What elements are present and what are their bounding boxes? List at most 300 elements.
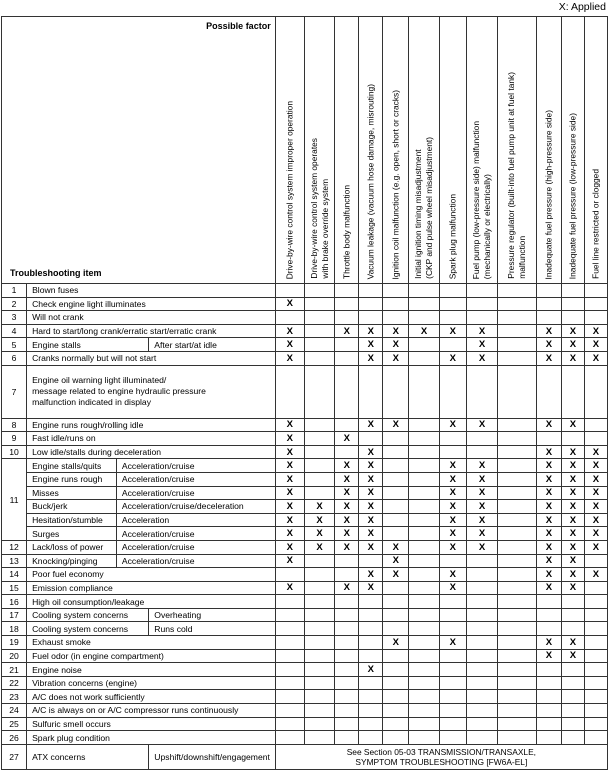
applied-mark	[498, 704, 537, 718]
applied-mark	[335, 717, 359, 731]
applied-mark: X	[359, 459, 383, 473]
troubleshooting-item: Knocking/pinging	[27, 554, 117, 568]
troubleshooting-item: Fuel odor (in engine compartment)	[27, 649, 276, 663]
applied-mark: X	[561, 636, 584, 650]
applied-mark	[439, 690, 466, 704]
troubleshooting-item: Spark plug condition	[27, 731, 276, 745]
applied-mark	[304, 445, 334, 459]
applied-mark	[409, 527, 439, 541]
applied-mark	[409, 595, 439, 609]
applied-mark	[498, 636, 537, 650]
applied-mark: X	[561, 486, 584, 500]
applied-mark: X	[561, 568, 584, 582]
factor-label: Pressure regulator (built-into fuel pump unit at fuel tank) malfunction	[506, 72, 528, 279]
applied-mark	[383, 595, 409, 609]
applied-mark: X	[383, 418, 409, 432]
troubleshooting-item: Engine stalls	[27, 338, 149, 352]
applied-mark	[359, 622, 383, 636]
troubleshooting-item: High oil consumption/leakage	[27, 595, 276, 609]
row-number: 1	[2, 284, 27, 298]
table-corner-header	[2, 17, 276, 284]
applied-mark: X	[466, 513, 497, 527]
applied-mark	[498, 622, 537, 636]
applied-mark	[466, 704, 497, 718]
applied-mark: X	[561, 527, 584, 541]
table-row	[2, 297, 608, 311]
row-number: 20	[2, 649, 27, 663]
applied-mark: X	[584, 500, 607, 514]
applied-mark	[383, 663, 409, 677]
troubleshooting-item: Engine runs rough/rolling idle	[27, 418, 276, 432]
applied-mark	[304, 418, 334, 432]
applied-mark	[584, 311, 607, 325]
applied-mark	[304, 663, 334, 677]
troubleshooting-item: A/C is always on or A/C compressor runs continuously	[27, 704, 276, 718]
applied-mark	[359, 690, 383, 704]
applied-mark	[383, 649, 409, 663]
row-number: 17	[2, 608, 27, 622]
applied-mark: X	[561, 445, 584, 459]
applied-mark	[335, 284, 359, 298]
applied-mark	[498, 324, 537, 338]
applied-mark	[409, 513, 439, 527]
applied-mark	[383, 486, 409, 500]
table-row	[2, 649, 608, 663]
applied-mark	[466, 731, 497, 745]
applied-mark: X	[466, 527, 497, 541]
applied-mark	[561, 608, 584, 622]
applied-mark	[466, 717, 497, 731]
applied-mark	[584, 649, 607, 663]
troubleshooting-item: Sulfuric smell occurs	[27, 717, 276, 731]
applied-mark	[383, 284, 409, 298]
factor-label: Vacuum leakage (vacuum hose damage, misrouting)	[365, 83, 376, 279]
applied-mark	[304, 622, 334, 636]
applied-mark	[409, 540, 439, 554]
applied-mark: X	[584, 540, 607, 554]
applied-mark: X	[439, 568, 466, 582]
row-number: 18	[2, 622, 27, 636]
applied-mark	[498, 595, 537, 609]
applied-mark	[439, 649, 466, 663]
row-number: 10	[2, 445, 27, 459]
applied-mark: X	[359, 500, 383, 514]
item-condition: Upshift/downshift/engagement	[149, 744, 275, 769]
possible-factor-label: Possible factor	[206, 21, 271, 31]
applied-mark: X	[275, 297, 304, 311]
applied-mark	[409, 284, 439, 298]
applied-mark	[383, 704, 409, 718]
item-condition: Acceleration	[116, 513, 275, 527]
applied-mark	[359, 554, 383, 568]
table-row	[2, 622, 608, 636]
applied-mark: X	[359, 568, 383, 582]
applied-mark: X	[536, 445, 561, 459]
applied-mark: X	[536, 513, 561, 527]
applied-mark	[275, 636, 304, 650]
troubleshooting-item: A/C does not work sufficiently	[27, 690, 276, 704]
applied-mark	[439, 445, 466, 459]
factor-label: Fuel line restricted or clogged	[590, 169, 601, 279]
row-number: 11	[2, 459, 27, 541]
applied-mark	[409, 297, 439, 311]
applied-mark: X	[439, 636, 466, 650]
applied-mark	[304, 365, 334, 418]
applied-mark	[383, 311, 409, 325]
row-number: 13	[2, 554, 27, 568]
applied-mark: X	[536, 338, 561, 352]
applied-mark: X	[439, 500, 466, 514]
applied-mark	[304, 324, 334, 338]
applied-mark	[304, 568, 334, 582]
table-row	[2, 581, 608, 595]
row-number: 2	[2, 297, 27, 311]
table-row	[2, 513, 608, 527]
applied-mark	[275, 608, 304, 622]
applied-mark: X	[536, 418, 561, 432]
table-row	[2, 527, 608, 541]
applied-mark	[304, 472, 334, 486]
applied-mark: X	[304, 527, 334, 541]
applied-mark: X	[335, 459, 359, 473]
applied-mark: X	[536, 486, 561, 500]
factor-label: Drive-by-wire control system improper operation	[284, 100, 295, 279]
applied-mark: X	[561, 513, 584, 527]
applied-mark	[561, 365, 584, 418]
applied-mark	[304, 717, 334, 731]
applied-mark	[409, 581, 439, 595]
applied-mark	[561, 595, 584, 609]
applied-mark	[536, 622, 561, 636]
applied-mark: X	[359, 513, 383, 527]
applied-mark	[466, 690, 497, 704]
factor-header	[439, 17, 466, 284]
applied-mark	[383, 622, 409, 636]
applied-mark: X	[335, 472, 359, 486]
applied-mark	[584, 581, 607, 595]
applied-mark: X	[275, 527, 304, 541]
applied-mark	[498, 500, 537, 514]
applied-mark	[304, 704, 334, 718]
applied-mark: X	[536, 636, 561, 650]
applied-mark	[304, 284, 334, 298]
table-row	[2, 663, 608, 677]
applied-mark: X	[275, 581, 304, 595]
row-number: 5	[2, 338, 27, 352]
applied-mark	[383, 717, 409, 731]
applied-mark	[498, 365, 537, 418]
applied-mark	[561, 284, 584, 298]
item-condition: Acceleration/cruise	[116, 472, 275, 486]
applied-mark	[466, 676, 497, 690]
applied-mark: X	[359, 663, 383, 677]
factor-label: Fuel pump (low-pressure side) malfunction (mechanically or electrically)	[471, 120, 493, 279]
troubleshooting-item: Cranks normally but will not start	[27, 351, 276, 365]
applied-mark: X	[335, 500, 359, 514]
applied-mark: X	[275, 513, 304, 527]
applied-mark: X	[359, 418, 383, 432]
applied-mark	[304, 731, 334, 745]
applied-mark	[383, 690, 409, 704]
factor-header	[383, 17, 409, 284]
row-number: 26	[2, 731, 27, 745]
applied-mark	[584, 663, 607, 677]
factor-header	[584, 17, 607, 284]
table-row	[2, 432, 608, 446]
troubleshooting-item: Engine oil warning light illuminated/ message related to engine hydraulic pressure malfunction indicated in display	[27, 365, 276, 418]
applied-mark	[335, 731, 359, 745]
item-condition: Runs cold	[149, 622, 275, 636]
applied-mark: X	[584, 527, 607, 541]
applied-mark	[304, 581, 334, 595]
applied-mark	[383, 581, 409, 595]
factor-header	[536, 17, 561, 284]
applied-mark: X	[561, 459, 584, 473]
row-number: 19	[2, 636, 27, 650]
applied-mark: X	[466, 486, 497, 500]
applied-mark	[439, 284, 466, 298]
applied-mark	[335, 311, 359, 325]
applied-mark: X	[275, 351, 304, 365]
troubleshooting-item: Fast idle/runs on	[27, 432, 276, 446]
applied-mark	[359, 311, 383, 325]
applied-mark: X	[584, 459, 607, 473]
applied-mark	[536, 731, 561, 745]
applied-mark	[439, 365, 466, 418]
applied-mark	[498, 568, 537, 582]
troubleshooting-item: Exhaust smoke	[27, 636, 276, 650]
applied-mark	[335, 636, 359, 650]
troubleshooting-item: Surges	[27, 527, 117, 541]
item-condition: After start/at idle	[149, 338, 275, 352]
table-row	[2, 459, 608, 473]
applied-mark	[335, 568, 359, 582]
applied-mark	[304, 608, 334, 622]
applied-mark	[383, 676, 409, 690]
applied-mark	[561, 704, 584, 718]
applied-mark	[304, 554, 334, 568]
troubleshooting-table	[1, 16, 608, 770]
applied-mark	[536, 311, 561, 325]
row-number: 16	[2, 595, 27, 609]
table-row	[2, 311, 608, 325]
applied-mark	[498, 351, 537, 365]
applied-mark	[498, 284, 537, 298]
applied-mark: X	[439, 472, 466, 486]
factor-header	[561, 17, 584, 284]
applied-mark: X	[561, 418, 584, 432]
applied-mark	[335, 338, 359, 352]
applied-mark	[383, 297, 409, 311]
applied-mark	[359, 297, 383, 311]
applied-mark: X	[359, 351, 383, 365]
applied-mark	[536, 284, 561, 298]
applied-mark	[439, 676, 466, 690]
applied-mark: X	[335, 486, 359, 500]
table-row	[2, 608, 608, 622]
applied-mark	[498, 540, 537, 554]
applied-mark: X	[561, 338, 584, 352]
applied-mark: X	[561, 554, 584, 568]
applied-mark	[498, 690, 537, 704]
applied-mark	[409, 459, 439, 473]
applied-mark: X	[536, 568, 561, 582]
applied-mark	[584, 690, 607, 704]
applied-mark	[498, 338, 537, 352]
table-row	[2, 568, 608, 582]
applied-mark	[536, 704, 561, 718]
applied-mark	[409, 690, 439, 704]
applied-mark	[335, 554, 359, 568]
row-number: 23	[2, 690, 27, 704]
applied-mark	[466, 636, 497, 650]
applied-mark	[498, 731, 537, 745]
troubleshooting-item: Lack/loss of power	[27, 540, 117, 554]
applied-mark	[383, 731, 409, 745]
applied-mark	[584, 676, 607, 690]
row-number: 22	[2, 676, 27, 690]
applied-mark	[561, 676, 584, 690]
applied-mark	[304, 676, 334, 690]
applied-mark	[275, 284, 304, 298]
item-condition: Acceleration/cruise	[116, 486, 275, 500]
applied-mark: X	[439, 486, 466, 500]
applied-mark	[304, 459, 334, 473]
applied-mark	[275, 568, 304, 582]
troubleshooting-item: Engine stalls/quits	[27, 459, 117, 473]
applied-mark	[561, 690, 584, 704]
applied-mark	[304, 297, 334, 311]
applied-mark: X	[584, 351, 607, 365]
applied-mark	[383, 500, 409, 514]
applied-mark	[584, 284, 607, 298]
applied-mark	[304, 311, 334, 325]
item-condition: Acceleration/cruise/deceleration	[116, 500, 275, 514]
table-row	[2, 744, 608, 769]
factor-label: Inadequate fuel pressure (high-pressure side)	[543, 109, 554, 279]
applied-mark	[466, 311, 497, 325]
applied-mark	[584, 554, 607, 568]
table-row	[2, 731, 608, 745]
applied-mark	[409, 649, 439, 663]
applied-mark	[466, 365, 497, 418]
applied-mark	[498, 472, 537, 486]
applied-mark: X	[275, 486, 304, 500]
applied-mark: X	[275, 324, 304, 338]
applied-mark: X	[359, 527, 383, 541]
applied-mark	[409, 676, 439, 690]
applied-mark	[409, 472, 439, 486]
applied-mark	[498, 608, 537, 622]
applied-mark	[359, 365, 383, 418]
applied-mark	[498, 717, 537, 731]
applied-mark: X	[536, 459, 561, 473]
factor-header	[409, 17, 439, 284]
applied-mark: X	[536, 554, 561, 568]
row-number: 14	[2, 568, 27, 582]
applied-mark: X	[359, 486, 383, 500]
applied-mark	[466, 284, 497, 298]
applied-mark	[275, 676, 304, 690]
applied-mark	[584, 418, 607, 432]
applied-mark	[466, 649, 497, 663]
applied-mark: X	[439, 324, 466, 338]
applied-mark	[409, 311, 439, 325]
applied-mark	[304, 486, 334, 500]
applied-mark	[335, 676, 359, 690]
applied-mark	[439, 717, 466, 731]
applied-mark	[584, 636, 607, 650]
troubleshooting-item: Buck/jerk	[27, 500, 117, 514]
applied-mark: X	[383, 338, 409, 352]
applied-mark	[466, 622, 497, 636]
applied-mark	[335, 297, 359, 311]
applied-mark	[498, 527, 537, 541]
applied-mark	[584, 608, 607, 622]
applied-mark	[466, 297, 497, 311]
applied-mark: X	[466, 540, 497, 554]
applied-mark: X	[536, 649, 561, 663]
applied-mark	[335, 608, 359, 622]
row-number: 3	[2, 311, 27, 325]
applied-mark	[584, 717, 607, 731]
table-row	[2, 540, 608, 554]
applied-mark	[275, 622, 304, 636]
applied-mark	[439, 338, 466, 352]
applied-mark	[584, 297, 607, 311]
applied-mark	[584, 432, 607, 446]
applied-mark: X	[561, 351, 584, 365]
applied-mark	[304, 338, 334, 352]
applied-mark	[304, 595, 334, 609]
applied-mark	[335, 351, 359, 365]
applied-mark: X	[304, 540, 334, 554]
applied-mark: X	[409, 324, 439, 338]
applied-mark	[335, 704, 359, 718]
applied-mark: X	[466, 418, 497, 432]
applied-mark	[439, 311, 466, 325]
applied-mark	[536, 717, 561, 731]
table-row	[2, 365, 608, 418]
applied-mark: X	[466, 500, 497, 514]
applied-mark: X	[466, 324, 497, 338]
troubleshooting-item: Emission compliance	[27, 581, 276, 595]
applied-mark	[561, 622, 584, 636]
applied-mark	[383, 513, 409, 527]
applied-mark	[275, 663, 304, 677]
applied-mark	[561, 311, 584, 325]
applied-mark	[466, 581, 497, 595]
applied-mark	[335, 690, 359, 704]
applied-mark	[383, 608, 409, 622]
factor-label: Ignition coil malfunction (e.g. open, short or cracks)	[390, 89, 401, 279]
applied-mark	[561, 731, 584, 745]
applied-mark	[561, 663, 584, 677]
applied-mark	[439, 554, 466, 568]
applied-mark: X	[304, 500, 334, 514]
applied-mark	[409, 608, 439, 622]
applied-mark: X	[383, 636, 409, 650]
applied-mark: X	[439, 418, 466, 432]
applied-mark: X	[584, 568, 607, 582]
table-row	[2, 324, 608, 338]
applied-mark: X	[561, 500, 584, 514]
applied-mark: X	[584, 324, 607, 338]
applied-mark	[409, 622, 439, 636]
applied-mark	[536, 365, 561, 418]
factor-label: Throttle body malfunction	[341, 184, 352, 279]
applied-mark	[359, 284, 383, 298]
